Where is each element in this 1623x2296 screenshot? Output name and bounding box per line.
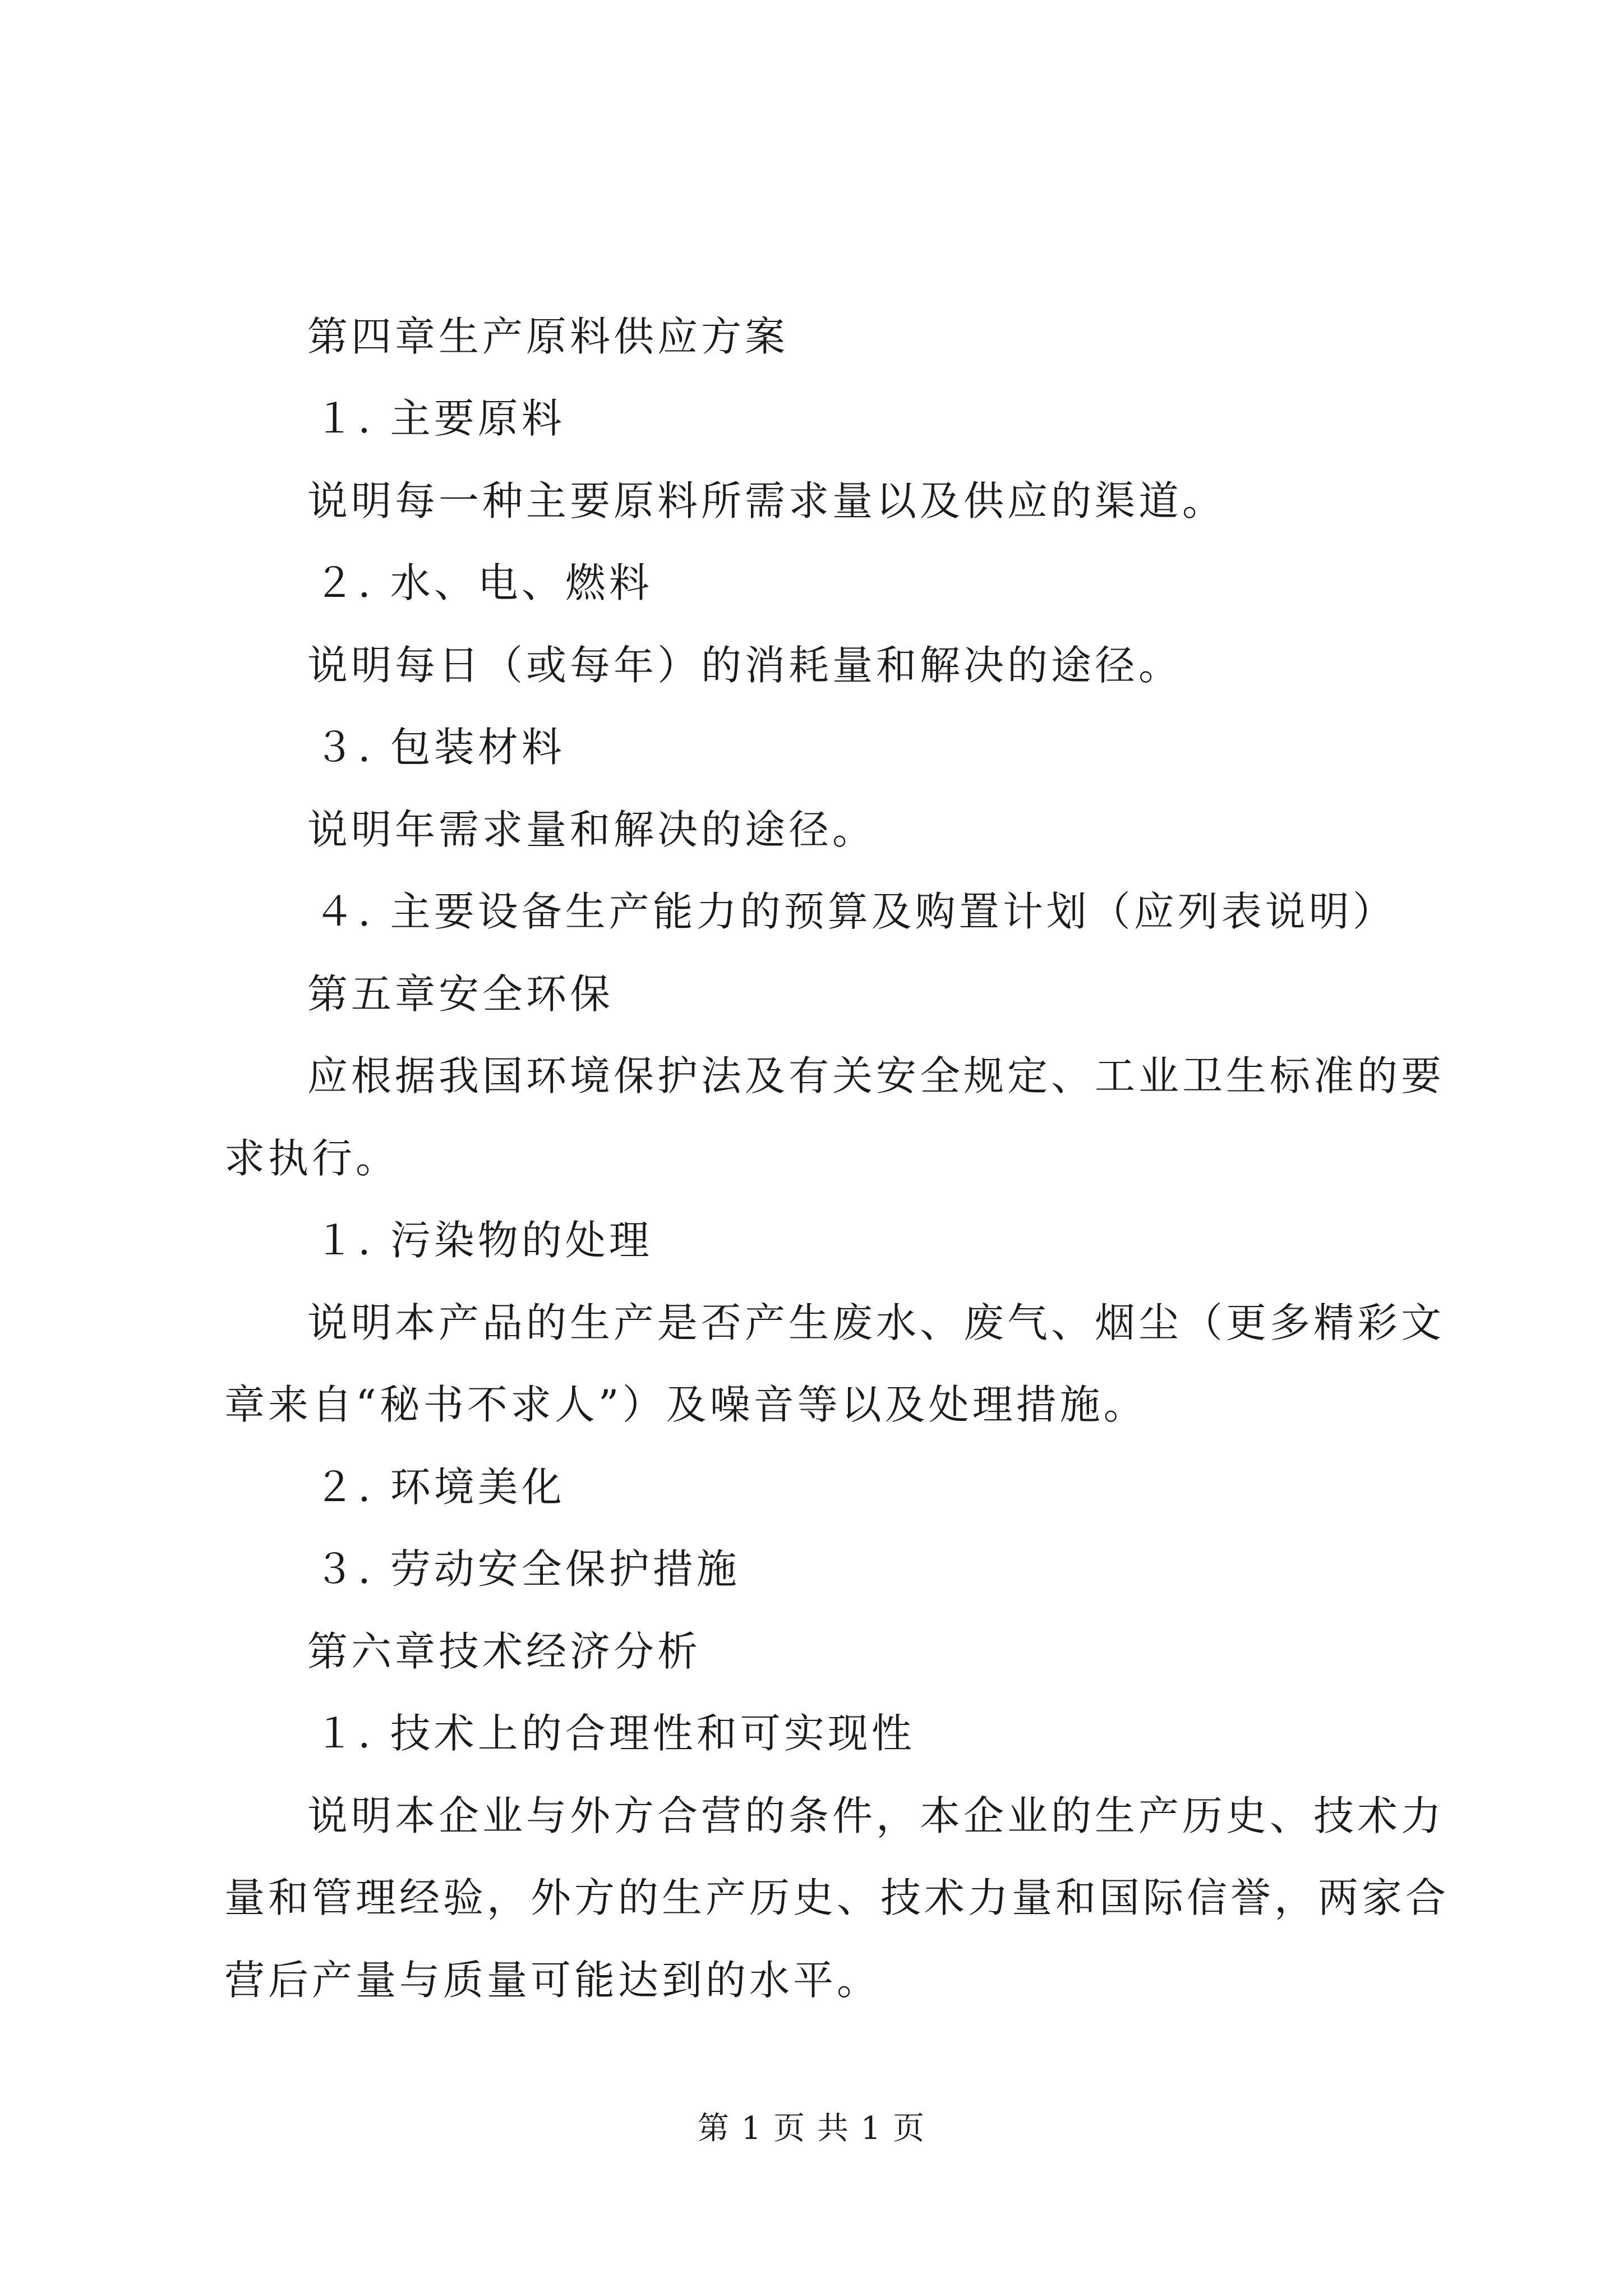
paragraph-feasibility-line-3: 营后产量与质量可能达到的水平。 — [224, 1957, 881, 2004]
section-1-pollutants: １. 污染物的处理 — [314, 1217, 653, 1264]
paragraph-feasibility-line-2: 量和管理经验，外方的生产历史、技术力量和国际信誉，两家合 — [224, 1874, 1450, 1921]
chapter-6-heading: 第六章技术经济分析 — [307, 1628, 702, 1675]
section-2-utilities: ２. 水、电、燃料 — [314, 559, 653, 606]
paragraph-main-materials: 说明每一种主要原料所需求量以及供应的渠道。 — [307, 477, 1227, 524]
paragraph-packaging: 说明年需求量和解决的途径。 — [307, 806, 877, 853]
paragraph-pollutants-line-1: 说明本产品的生产是否产生废水、废气、烟尘（更多精彩文 — [307, 1299, 1445, 1346]
section-1-technical-feasibility: １. 技术上的合理性和可实现性 — [314, 1710, 915, 1757]
page-footer: 第 1 页 共 1 页 — [697, 2110, 926, 2147]
chapter-4-heading: 第四章生产原料供应方案 — [307, 313, 789, 360]
section-3-labor-safety: ３. 劳动安全保护措施 — [314, 1545, 740, 1593]
paragraph-environment-line-2: 求执行。 — [224, 1135, 400, 1182]
chapter-5-heading: 第五章安全环保 — [307, 970, 614, 1018]
section-1-main-materials: １. 主要原料 — [314, 395, 565, 442]
paragraph-utilities: 说明每日（或每年）的消耗量和解决的途径。 — [307, 642, 1183, 689]
paragraph-environment-line-1: 应根据我国环境保护法及有关安全规定、工业卫生标准的要 — [307, 1052, 1445, 1099]
paragraph-feasibility-line-1: 说明本企业与外方合营的条件，本企业的生产历史、技术力 — [307, 1792, 1445, 1839]
section-4-equipment: ４. 主要设备生产能力的预算及购置计划（应列表说明） — [314, 888, 1396, 935]
section-2-landscaping: ２. 环境美化 — [314, 1464, 565, 1511]
section-3-packaging: ３. 包装材料 — [314, 724, 565, 771]
paragraph-pollutants-line-2: 章来自“秘书不求人”）及噪音等以及处理措施。 — [224, 1381, 1147, 1428]
